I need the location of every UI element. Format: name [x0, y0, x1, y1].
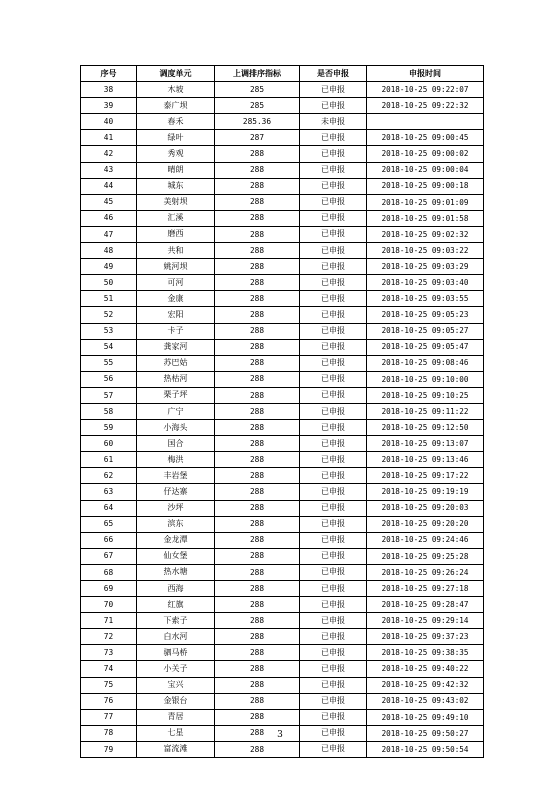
cell-dispatch-unit: 城东	[137, 178, 215, 194]
cell-index: 59	[81, 420, 137, 436]
cell-ranking-index: 285	[215, 98, 300, 114]
cell-declared: 已申报	[300, 709, 367, 725]
cell-ranking-index: 288	[215, 162, 300, 178]
cell-declared: 未申报	[300, 114, 367, 130]
cell-declare-time: 2018-10-25 09:20:03	[367, 500, 484, 516]
cell-dispatch-unit: 春禾	[137, 114, 215, 130]
table-row	[81, 387, 484, 403]
cell-dispatch-unit: 富流滩	[137, 741, 215, 757]
cell-declared: 已申报	[300, 339, 367, 355]
table-row	[81, 371, 484, 387]
cell-index: 63	[81, 484, 137, 500]
table-row	[81, 597, 484, 613]
cell-declare-time: 2018-10-25 09:12:50	[367, 420, 484, 436]
cell-declare-time: 2018-10-25 09:10:25	[367, 387, 484, 403]
cell-index: 55	[81, 355, 137, 371]
cell-index: 76	[81, 693, 137, 709]
cell-ranking-index: 288	[215, 629, 300, 645]
cell-declare-time: 2018-10-25 09:01:58	[367, 210, 484, 226]
cell-declared: 已申报	[300, 613, 367, 629]
cell-ranking-index: 288	[215, 500, 300, 516]
cell-dispatch-unit: 美射坝	[137, 194, 215, 210]
cell-declare-time: 2018-10-25 09:26:24	[367, 564, 484, 580]
header-declared: 是否申报	[300, 66, 367, 82]
cell-index: 74	[81, 661, 137, 677]
table-row	[81, 484, 484, 500]
cell-declare-time: 2018-10-25 09:29:14	[367, 613, 484, 629]
cell-declared: 已申报	[300, 291, 367, 307]
cell-declare-time: 2018-10-25 09:08:46	[367, 355, 484, 371]
table-row	[81, 403, 484, 419]
cell-ranking-index: 285	[215, 82, 300, 98]
cell-dispatch-unit: 金康	[137, 291, 215, 307]
cell-index: 45	[81, 194, 137, 210]
cell-index: 56	[81, 371, 137, 387]
cell-ranking-index: 288	[215, 403, 300, 419]
cell-index: 65	[81, 516, 137, 532]
cell-index: 52	[81, 307, 137, 323]
cell-declared: 已申报	[300, 130, 367, 146]
cell-ranking-index: 288	[215, 194, 300, 210]
cell-ranking-index: 288	[215, 645, 300, 661]
table-row	[81, 162, 484, 178]
cell-ranking-index: 288	[215, 725, 300, 741]
table-row	[81, 194, 484, 210]
cell-declared: 已申报	[300, 323, 367, 339]
cell-dispatch-unit: 白水河	[137, 629, 215, 645]
cell-dispatch-unit: 七星	[137, 725, 215, 741]
cell-declared: 已申报	[300, 436, 367, 452]
cell-declare-time: 2018-10-25 09:22:07	[367, 82, 484, 98]
cell-ranking-index: 288	[215, 709, 300, 725]
cell-dispatch-unit: 宝兴	[137, 677, 215, 693]
cell-declared: 已申报	[300, 307, 367, 323]
cell-index: 38	[81, 82, 137, 98]
cell-declare-time: 2018-10-25 09:13:07	[367, 436, 484, 452]
cell-index: 66	[81, 532, 137, 548]
cell-dispatch-unit: 丰岩堡	[137, 468, 215, 484]
cell-declare-time: 2018-10-25 09:05:27	[367, 323, 484, 339]
dispatch-report-table	[80, 65, 484, 758]
cell-dispatch-unit: 共和	[137, 243, 215, 259]
table-row	[81, 532, 484, 548]
cell-ranking-index: 288	[215, 291, 300, 307]
cell-declare-time	[367, 114, 484, 130]
table-row	[81, 468, 484, 484]
cell-index: 53	[81, 323, 137, 339]
cell-declare-time: 2018-10-25 09:05:47	[367, 339, 484, 355]
table-row	[81, 581, 484, 597]
cell-declared: 已申报	[300, 403, 367, 419]
cell-dispatch-unit: 沙坪	[137, 500, 215, 516]
table-row	[81, 130, 484, 146]
cell-declare-time: 2018-10-25 09:00:02	[367, 146, 484, 162]
table-row	[81, 709, 484, 725]
cell-ranking-index: 288	[215, 484, 300, 500]
cell-declared: 已申报	[300, 532, 367, 548]
cell-declared: 已申报	[300, 741, 367, 757]
header-declare-time: 申报时间	[367, 66, 484, 82]
cell-declared: 已申报	[300, 162, 367, 178]
cell-index: 40	[81, 114, 137, 130]
cell-dispatch-unit: 栗子坪	[137, 387, 215, 403]
cell-index: 54	[81, 339, 137, 355]
cell-dispatch-unit: 姚河坝	[137, 259, 215, 275]
cell-index: 61	[81, 452, 137, 468]
cell-dispatch-unit: 小海头	[137, 420, 215, 436]
cell-index: 42	[81, 146, 137, 162]
table-row	[81, 291, 484, 307]
cell-index: 71	[81, 613, 137, 629]
cell-ranking-index: 285.36	[215, 114, 300, 130]
cell-index: 49	[81, 259, 137, 275]
table-row	[81, 645, 484, 661]
cell-declare-time: 2018-10-25 09:02:32	[367, 226, 484, 242]
cell-index: 68	[81, 564, 137, 580]
cell-ranking-index: 288	[215, 516, 300, 532]
cell-index: 75	[81, 677, 137, 693]
cell-ranking-index: 288	[215, 275, 300, 291]
cell-declare-time: 2018-10-25 09:40:22	[367, 661, 484, 677]
cell-dispatch-unit: 驷马桥	[137, 645, 215, 661]
cell-declared: 已申报	[300, 194, 367, 210]
table-row	[81, 307, 484, 323]
cell-declared: 已申报	[300, 420, 367, 436]
cell-ranking-index: 288	[215, 661, 300, 677]
cell-dispatch-unit: 小关子	[137, 661, 215, 677]
cell-declared: 已申报	[300, 597, 367, 613]
cell-ranking-index: 288	[215, 226, 300, 242]
cell-declared: 已申报	[300, 387, 367, 403]
table-row	[81, 548, 484, 564]
cell-ranking-index: 288	[215, 371, 300, 387]
table-row	[81, 275, 484, 291]
cell-index: 70	[81, 597, 137, 613]
table-row	[81, 420, 484, 436]
cell-ranking-index: 288	[215, 613, 300, 629]
cell-declare-time: 2018-10-25 09:38:35	[367, 645, 484, 661]
cell-dispatch-unit: 汇溪	[137, 210, 215, 226]
cell-index: 50	[81, 275, 137, 291]
cell-declared: 已申报	[300, 661, 367, 677]
cell-declare-time: 2018-10-25 09:19:19	[367, 484, 484, 500]
cell-dispatch-unit: 磨西	[137, 226, 215, 242]
table-row	[81, 146, 484, 162]
header-ranking-index: 上调排序指标	[215, 66, 300, 82]
cell-index: 39	[81, 98, 137, 114]
cell-ranking-index: 288	[215, 339, 300, 355]
cell-declared: 已申报	[300, 275, 367, 291]
cell-declared: 已申报	[300, 243, 367, 259]
cell-ranking-index: 288	[215, 693, 300, 709]
cell-declared: 已申报	[300, 693, 367, 709]
cell-dispatch-unit: 梅洪	[137, 452, 215, 468]
cell-index: 77	[81, 709, 137, 725]
table-row	[81, 500, 484, 516]
table-row	[81, 677, 484, 693]
cell-dispatch-unit: 仙女堡	[137, 548, 215, 564]
cell-dispatch-unit: 西海	[137, 581, 215, 597]
cell-index: 51	[81, 291, 137, 307]
cell-ranking-index: 288	[215, 677, 300, 693]
cell-declared: 已申报	[300, 82, 367, 98]
cell-declared: 已申报	[300, 146, 367, 162]
cell-ranking-index: 288	[215, 355, 300, 371]
cell-dispatch-unit: 青居	[137, 709, 215, 725]
cell-index: 62	[81, 468, 137, 484]
cell-declare-time: 2018-10-25 09:28:47	[367, 597, 484, 613]
cell-ranking-index: 288	[215, 259, 300, 275]
cell-dispatch-unit: 热枯河	[137, 371, 215, 387]
cell-ranking-index: 288	[215, 548, 300, 564]
cell-declare-time: 2018-10-25 09:43:02	[367, 693, 484, 709]
cell-declare-time: 2018-10-25 09:03:55	[367, 291, 484, 307]
cell-dispatch-unit: 泰广坝	[137, 98, 215, 114]
table-row	[81, 226, 484, 242]
cell-index: 57	[81, 387, 137, 403]
cell-declared: 已申报	[300, 452, 367, 468]
table-row	[81, 613, 484, 629]
cell-declare-time: 2018-10-25 09:17:22	[367, 468, 484, 484]
cell-ranking-index: 288	[215, 178, 300, 194]
cell-declare-time: 2018-10-25 09:10:00	[367, 371, 484, 387]
cell-dispatch-unit: 绿叶	[137, 130, 215, 146]
cell-declare-time: 2018-10-25 09:25:28	[367, 548, 484, 564]
cell-index: 44	[81, 178, 137, 194]
cell-dispatch-unit: 下索子	[137, 613, 215, 629]
table-row	[81, 564, 484, 580]
cell-index: 58	[81, 403, 137, 419]
cell-declared: 已申报	[300, 645, 367, 661]
cell-ranking-index: 288	[215, 564, 300, 580]
cell-dispatch-unit: 金龙潭	[137, 532, 215, 548]
cell-index: 60	[81, 436, 137, 452]
cell-declared: 已申报	[300, 629, 367, 645]
table-row	[81, 210, 484, 226]
table-body	[81, 82, 484, 758]
cell-index: 48	[81, 243, 137, 259]
cell-declare-time: 2018-10-25 09:03:22	[367, 243, 484, 259]
cell-declared: 已申报	[300, 355, 367, 371]
cell-declare-time: 2018-10-25 09:00:45	[367, 130, 484, 146]
table-row	[81, 323, 484, 339]
cell-declared: 已申报	[300, 178, 367, 194]
table-row	[81, 661, 484, 677]
cell-declared: 已申报	[300, 484, 367, 500]
cell-ranking-index: 288	[215, 741, 300, 757]
table-row	[81, 436, 484, 452]
cell-declare-time: 2018-10-25 09:50:54	[367, 741, 484, 757]
cell-ranking-index: 288	[215, 243, 300, 259]
cell-index: 67	[81, 548, 137, 564]
cell-declare-time: 2018-10-25 09:24:46	[367, 532, 484, 548]
cell-dispatch-unit: 苏巴姑	[137, 355, 215, 371]
table-row	[81, 114, 484, 130]
cell-declare-time: 2018-10-25 09:00:18	[367, 178, 484, 194]
cell-dispatch-unit: 卡子	[137, 323, 215, 339]
cell-ranking-index: 288	[215, 307, 300, 323]
cell-ranking-index: 288	[215, 597, 300, 613]
cell-declare-time: 2018-10-25 09:20:20	[367, 516, 484, 532]
cell-declared: 已申报	[300, 725, 367, 741]
cell-declare-time: 2018-10-25 09:03:40	[367, 275, 484, 291]
cell-index: 46	[81, 210, 137, 226]
cell-declare-time: 2018-10-25 09:00:04	[367, 162, 484, 178]
cell-index: 43	[81, 162, 137, 178]
cell-declared: 已申报	[300, 581, 367, 597]
cell-declared: 已申报	[300, 259, 367, 275]
table-row	[81, 693, 484, 709]
cell-declared: 已申报	[300, 98, 367, 114]
cell-dispatch-unit: 国合	[137, 436, 215, 452]
cell-declare-time: 2018-10-25 09:22:32	[367, 98, 484, 114]
table-row	[81, 629, 484, 645]
table-row	[81, 82, 484, 98]
cell-declare-time: 2018-10-25 09:03:29	[367, 259, 484, 275]
cell-dispatch-unit: 宏阳	[137, 307, 215, 323]
table-row	[81, 339, 484, 355]
cell-dispatch-unit: 广宁	[137, 403, 215, 419]
cell-dispatch-unit: 红旗	[137, 597, 215, 613]
header-dispatch-unit: 调度单元	[137, 66, 215, 82]
cell-dispatch-unit: 木坡	[137, 82, 215, 98]
cell-declared: 已申报	[300, 564, 367, 580]
cell-declared: 已申报	[300, 548, 367, 564]
header-index: 序号	[81, 66, 137, 82]
cell-declared: 已申报	[300, 371, 367, 387]
cell-ranking-index: 288	[215, 387, 300, 403]
cell-dispatch-unit: 可河	[137, 275, 215, 291]
table-row	[81, 355, 484, 371]
table-row	[81, 741, 484, 757]
cell-dispatch-unit: 滨东	[137, 516, 215, 532]
cell-ranking-index: 288	[215, 532, 300, 548]
cell-declared: 已申报	[300, 468, 367, 484]
cell-index: 78	[81, 725, 137, 741]
cell-index: 79	[81, 741, 137, 757]
cell-ranking-index: 287	[215, 130, 300, 146]
cell-dispatch-unit: 热水塘	[137, 564, 215, 580]
cell-ranking-index: 288	[215, 581, 300, 597]
cell-declared: 已申报	[300, 210, 367, 226]
cell-declare-time: 2018-10-25 09:42:32	[367, 677, 484, 693]
cell-ranking-index: 288	[215, 436, 300, 452]
cell-declare-time: 2018-10-25 09:37:23	[367, 629, 484, 645]
cell-ranking-index: 288	[215, 420, 300, 436]
cell-declare-time: 2018-10-25 09:05:23	[367, 307, 484, 323]
cell-declare-time: 2018-10-25 09:49:10	[367, 709, 484, 725]
table-row	[81, 178, 484, 194]
cell-index: 73	[81, 645, 137, 661]
cell-declared: 已申报	[300, 226, 367, 242]
cell-dispatch-unit: 晴朗	[137, 162, 215, 178]
table-header-row	[81, 66, 484, 82]
cell-ranking-index: 288	[215, 146, 300, 162]
table-row	[81, 516, 484, 532]
cell-ranking-index: 288	[215, 210, 300, 226]
cell-index: 41	[81, 130, 137, 146]
cell-declared: 已申报	[300, 516, 367, 532]
cell-index: 47	[81, 226, 137, 242]
table-row	[81, 243, 484, 259]
cell-ranking-index: 288	[215, 468, 300, 484]
cell-declare-time: 2018-10-25 09:27:18	[367, 581, 484, 597]
cell-declare-time: 2018-10-25 09:11:22	[367, 403, 484, 419]
cell-dispatch-unit: 秀观	[137, 146, 215, 162]
cell-dispatch-unit: 龚家河	[137, 339, 215, 355]
cell-index: 72	[81, 629, 137, 645]
cell-declare-time: 2018-10-25 09:50:27	[367, 725, 484, 741]
cell-declare-time: 2018-10-25 09:13:46	[367, 452, 484, 468]
table-row	[81, 98, 484, 114]
table-row	[81, 452, 484, 468]
cell-index: 69	[81, 581, 137, 597]
cell-dispatch-unit: 仔达寨	[137, 484, 215, 500]
cell-declared: 已申报	[300, 500, 367, 516]
cell-declare-time: 2018-10-25 09:01:09	[367, 194, 484, 210]
cell-ranking-index: 288	[215, 323, 300, 339]
table-row	[81, 259, 484, 275]
page-number: 3	[277, 730, 283, 740]
cell-ranking-index: 288	[215, 452, 300, 468]
cell-dispatch-unit: 金银台	[137, 693, 215, 709]
cell-declared: 已申报	[300, 677, 367, 693]
cell-index: 64	[81, 500, 137, 516]
